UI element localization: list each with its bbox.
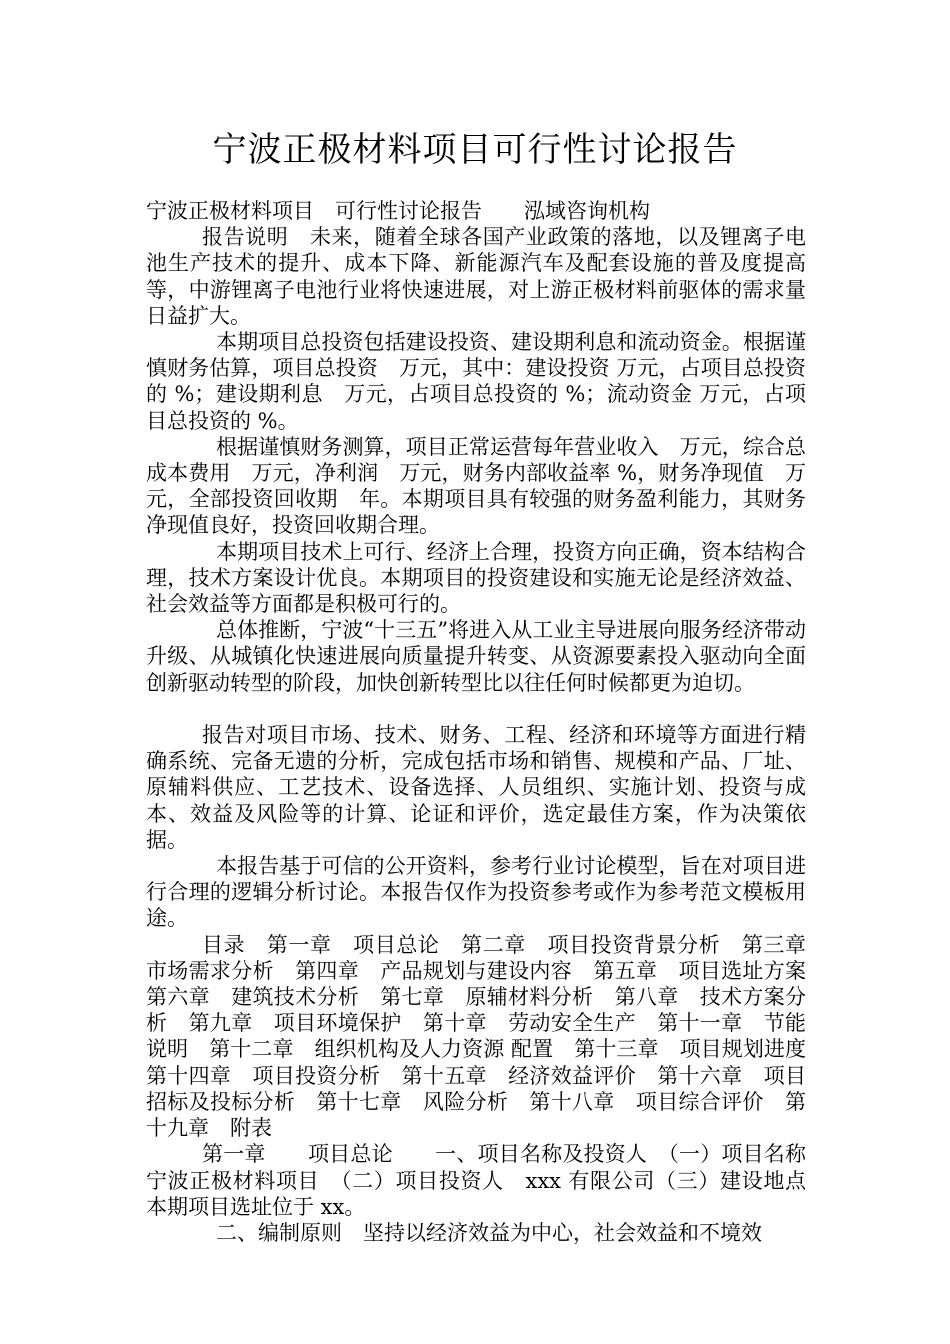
document-body — [146, 198, 827, 1246]
paragraph-chapter-one: 第一章 项目总论 一、项目名称及投资人 （一）项目名称 宁波正极材料项目 （二）项目投资人 xxx 有限公司（三）建设地点 本期项目选址位于 xx。 — [146, 1142, 827, 1219]
paragraph-report-description: 报告说明 未来，随着全球各国产业政策的落地，以及锂离子电池生产技术的提升、成本下降、新能源汽车及配套设施的普及度提高等，中游锂离子电池行业将快速进展，对上游正极材料前驱体的需求量日益扩大。 — [146, 225, 806, 328]
paragraph-feasibility: 本期项目技术上可行、经济上合理，投资方向正确，资本结构合理，技术方案设计优良。本期项目的投资建设和实施无论是经济效益、社会效益等方面都是积极可行的。 — [146, 539, 806, 617]
paragraph-total-investment: 本期项目总投资包括建设投资、建设期利息和流动资金。根据谨慎财务估算，项目总投资 万元，其中：建设投资 万元，占项目总投资的 %；建设期利息 万元，占项目总投资的 %；流动资金 万元，占项目总投资的 %。 — [146, 330, 806, 433]
paragraph-table-of-contents: 目录 第一章 项目总论 第二章 项目投资背景分析 第三章 市场需求分析 第四章 产品规划与建设内容 第五章 项目选址方案 第六章 建筑技术分析 第七章 原辅材料分析 第八章 技术方案分析 第九章 项目环境保护 第十章 劳动安全生产 第十一章 节能说明 第十二章 组织机构及人力资源 配置 第十三章 项目规划进度 第十四章 项目投资分析 第十五章 经济效益评价 第十六章 项目招标及投标分析 第十七章 风险分析 第十八章 项目综合评价 第十九章 附表 — [146, 932, 827, 1141]
paragraph-report-scope: 报告对项目市场、技术、财务、工程、经济和环境等方面进行精确系统、完备无遗的分析，完成包括市场和销售、规模和产品、厂址、原辅料供应、工艺技术、设备选择、人员组织、实施计划、投资与成本、效益及风险等的计算、论证和评价，选定最佳方案，作为决策依据。 — [146, 723, 806, 852]
document-title: 宁波正极材料项目可行性讨论报告 — [212, 130, 738, 170]
paragraph-financial-estimate: 根据谨慎财务测算，项目正常运营每年营业收入 万元，综合总成本费用 万元，净利润 万元，财务内部收益率 %，财务净现值 万元，全部投资回收期 年。本期项目具有较强的财务盈利能力，其财务净现值良好，投资回收期合理。 — [146, 434, 806, 538]
document-subtitle: 宁波正极材料项目 可行性讨论报告 泓域咨询机构 — [146, 199, 650, 223]
blank-line — [146, 696, 806, 722]
paragraph-disclaimer: 本报告基于可信的公开资料，参考行业讨论模型，旨在对项目进行合理的逻辑分析讨论。本报告仅作为投资参考或作为参考范文模板用途。 — [146, 854, 806, 931]
paragraph-compilation-principles: 二、编制原则 坚持以经济效益为中心，社会效益和不境效 — [216, 1220, 762, 1245]
paragraph-overall-judgement: 总体推断，宁波“十三五”将进入从工业主导进展向服务经济带动升级、从城镇化快速进展向质量提升转变、从资源要素投入驱动向全面创新驱动转型的阶段，加快创新转型比以往任何时候都更为迫切。 — [146, 618, 806, 695]
